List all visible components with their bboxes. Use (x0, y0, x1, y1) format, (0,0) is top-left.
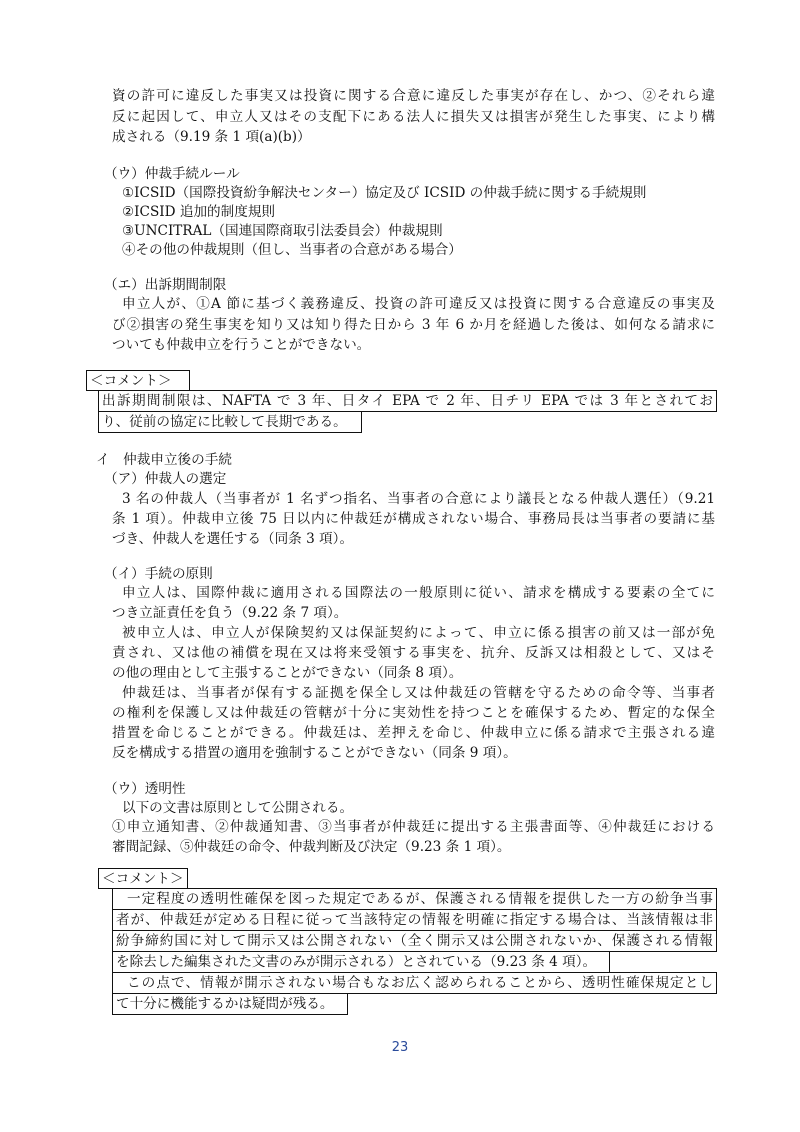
rules-item-3: ③UNCITRAL（国連国際商取引法委員会）仲裁規則 (122, 223, 443, 239)
after-heading: イ 仲裁申立後の手続 (96, 452, 232, 468)
limitation-heading: （エ）出訴期間制限 (104, 277, 227, 293)
rules-heading: （ウ）仲裁手続ルール (104, 166, 240, 182)
arbitrators-line-1: 3 名の仲裁人（当事者が 1 名ずつ指名、当事者の合意により議長となる仲裁人選任）（9.21 (122, 491, 715, 507)
comment-2-line-5: この点で、情報が開示されない場合もなお広く認められることから、透明性確保規定とし (112, 972, 717, 994)
intro-line-1: 資の許可に違反した事実又は投資に関する合意に違反した事実が存在し、かつ、②それら違 (112, 88, 715, 104)
comment-2-line-2: 者が、仲裁廷が定める日程に従って当該特定の情報を明確に指定する場合は、当該情報は非 (112, 909, 717, 931)
comment-2-line-1: 一定程度の透明性確保を図った規定であるが、保護される情報を提供した一方の紛争当事 (112, 888, 717, 910)
transparency-line-3: 審間記録、⑤仲裁廷の命令、仲裁判断及び決定（9.23 条 1 項）。 (112, 839, 511, 855)
principles-p1-line-1: 申立人は、国際仲裁に適用される国際法の一般原則に従い、請求を構成する要素の全てに (122, 585, 715, 601)
principles-p2-line-1: 被申立人は、申立人が保険契約又は保証契約によって、申立に係る損害の前又は一部が免 (122, 625, 715, 641)
page-number: 23 (391, 1040, 409, 1055)
principles-p3-line-1: 仲裁廷は、当事者が保有する証拠を保全し又は仲裁廷の管轄を守るための命令等、当事者 (122, 685, 715, 701)
arbitrators-line-3: づき、仲裁人を選任する（同条 3 項）。 (112, 531, 354, 547)
comment-2-label: ＜コメント＞ (98, 868, 188, 889)
comment-2-line-6: て十分に機能するかは疑問が残る。 (112, 993, 348, 1015)
comment-1-label: ＜コメント＞ (86, 370, 190, 391)
limitation-line-3: ついても仲裁申立を行うことができない。 (112, 337, 371, 353)
rules-item-4: ④その他の仲裁規則（但し、当事者の合意がある場合） (122, 242, 462, 258)
principles-heading: （イ）手続の原則 (104, 566, 213, 582)
principles-p3-line-2: の権利を保護し又は仲裁廷の管轄が十分に実効性を持つことを確保するため、暫定的な保全 (112, 705, 715, 721)
principles-p2-line-2: 責され、又は他の補償を現在又は将来受領する事実を、抗弁、反訴又は相殺として、又はそ (112, 645, 715, 661)
limitation-line-2: び②損害の発生事実を知り又は知り得た日から 3 年 6 か月を経過した後は、如何なる請求に (112, 317, 715, 333)
principles-p2-line-3: の他の理由として主張することができない（同条 8 項）。 (112, 665, 463, 681)
principles-p3-line-4: 反を構成する措置の適用を強制することができない（同条 9 項）。 (112, 745, 517, 761)
transparency-line-2: ①申立通知書、②仲裁通知書、③当事者が仲裁廷に提出する主張書面等、④仲裁廷における (112, 819, 715, 835)
comment-1-line-1: 出訴期間制限は、NAFTA で 3 年、日タイ EPA で 2 年、日チリ EPA では 3 年とされてお (98, 390, 717, 412)
arbitrators-line-2: 条 1 項）。仲裁申立後 75 日以内に仲裁廷が構成されない場合、事務局長は当事者の要請に基 (112, 511, 715, 527)
limitation-line-1: 申立人が、①A 節に基づく義務違反、投資の許可違反又は投資に関する合意違反の事実及 (122, 296, 715, 312)
transparency-line-1: 以下の文書は原則として公開される。 (122, 800, 354, 816)
intro-line-2: 反に起因して、申立人又はその支配下にある法人に損失又は損害が発生した事実、により構 (112, 109, 715, 125)
intro-line-3: 成される（9.19 条 1 項(a)(b)） (112, 129, 311, 145)
principles-p3-line-3: 措置を命じることができる。仲裁廷は、差押えを命じ、仲裁申立に係る請求で主張される違 (112, 725, 715, 741)
comment-2-line-3: 紛争締約国に対して開示又は公開されない（全く開示又は公開されないか、保護される情報 (112, 930, 717, 952)
rules-item-1: ①ICSID（国際投資紛争解決センター）協定及び ICSID の仲裁手続に関する手続規則 (122, 185, 647, 201)
comment-2-line-4: を除去した編集された文書のみが開示される）とされている（9.23 条 4 項）。 (112, 951, 610, 973)
arbitrators-heading: （ア）仲裁人の選定 (104, 471, 227, 487)
comment-1-line-2: り、従前の協定に比較して長期である。 (98, 411, 362, 433)
principles-p1-line-2: つき立証責任を負う（9.22 条 7 項）。 (112, 605, 348, 621)
transparency-heading: （ウ）透明性 (104, 781, 186, 797)
rules-item-2: ②ICSID 追加的制度規則 (122, 204, 276, 220)
